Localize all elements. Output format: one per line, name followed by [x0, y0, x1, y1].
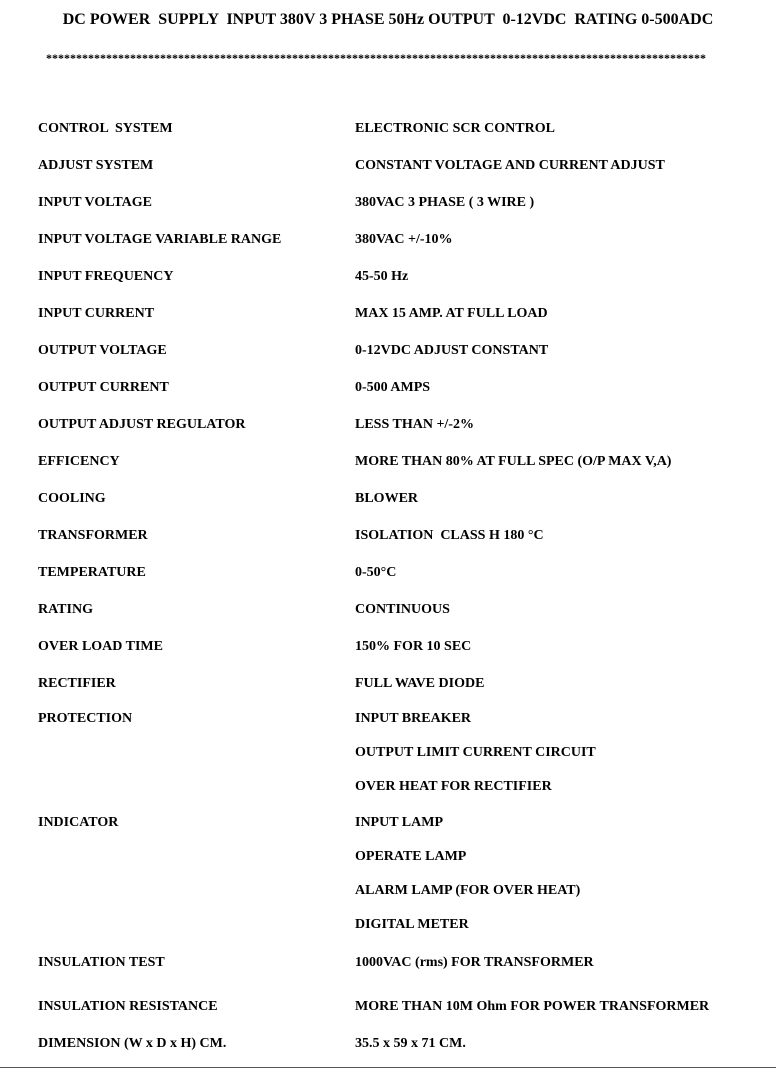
spec-value-indicator-4: DIGITAL METER [355, 917, 469, 932]
spec-label-dimension: DIMENSION (W x D x H) CM. [38, 1036, 227, 1051]
spec-label-control-system: CONTROL SYSTEM [38, 121, 173, 136]
spec-value-protection-1: INPUT BREAKER [355, 711, 472, 726]
spec-label-output-current: OUTPUT CURRENT [38, 380, 169, 395]
spec-label-output-voltage: OUTPUT VOLTAGE [38, 343, 167, 358]
bottom-divider [0, 1067, 776, 1068]
spec-value-dimension: 35.5 x 59 x 71 CM. [355, 1036, 466, 1051]
spec-value-input-current: MAX 15 AMP. AT FULL LOAD [355, 306, 548, 321]
spec-label-rectifier: RECTIFIER [38, 676, 116, 691]
spec-value-output-current: 0-500 AMPS [355, 380, 431, 395]
spec-label-output-adjust-regulator: OUTPUT ADJUST REGULATOR [38, 417, 246, 432]
spec-value-input-voltage: 380VAC 3 PHASE ( 3 WIRE ) [355, 195, 535, 210]
spec-value-over-load-time: 150% FOR 10 SEC [355, 639, 472, 654]
spec-value-protection-2: OUTPUT LIMIT CURRENT CIRCUIT [355, 745, 596, 760]
spec-value-transformer: ISOLATION CLASS H 180 °C [355, 528, 544, 543]
spec-label-input-current: INPUT CURRENT [38, 306, 155, 321]
asterisk-separator: ************************************************************************************************************** [46, 51, 706, 65]
spec-label-temperature: TEMPERATURE [38, 565, 146, 580]
spec-label-input-frequency: INPUT FREQUENCY [38, 269, 174, 284]
spec-value-indicator-1: INPUT LAMP [355, 815, 444, 830]
spec-value-output-voltage: 0-12VDC ADJUST CONSTANT [355, 343, 549, 358]
spec-value-input-frequency: 45-50 Hz [355, 269, 409, 284]
spec-value-indicator-3: ALARM LAMP (FOR OVER HEAT) [355, 883, 581, 898]
spec-label-rating: RATING [38, 602, 93, 617]
spec-value-efficiency: MORE THAN 80% AT FULL SPEC (O/P MAX V,A) [355, 454, 672, 469]
spec-label-indicator: INDICATOR [38, 815, 119, 830]
spec-value-control-system: ELECTRONIC SCR CONTROL [355, 121, 555, 136]
spec-value-cooling: BLOWER [355, 491, 419, 506]
spec-label-protection: PROTECTION [38, 711, 133, 726]
spec-value-adjust-system: CONSTANT VOLTAGE AND CURRENT ADJUST [355, 158, 665, 173]
spec-value-rectifier: FULL WAVE DIODE [355, 676, 485, 691]
spec-value-output-adjust-regulator: LESS THAN +/-2% [355, 417, 474, 432]
document-title: DC POWER SUPPLY INPUT 380V 3 PHASE 50Hz OUTPUT 0-12VDC RATING 0-500ADC [62, 11, 714, 28]
spec-value-rating: CONTINUOUS [355, 602, 450, 617]
spec-label-input-voltage-range: INPUT VOLTAGE VARIABLE RANGE [38, 232, 282, 247]
spec-label-over-load-time: OVER LOAD TIME [38, 639, 163, 654]
spec-value-insulation-resistance: MORE THAN 10M Ohm FOR POWER TRANSFORMER [355, 999, 710, 1014]
spec-label-efficiency: EFFICENCY [38, 454, 120, 469]
spec-value-input-voltage-range: 380VAC +/-10% [355, 232, 453, 247]
spec-value-indicator-2: OPERATE LAMP [355, 849, 467, 864]
spec-label-cooling: COOLING [38, 491, 106, 506]
spec-value-protection-3: OVER HEAT FOR RECTIFIER [355, 779, 552, 794]
spec-label-insulation-test: INSULATION TEST [38, 955, 165, 970]
spec-value-insulation-test: 1000VAC (rms) FOR TRANSFORMER [355, 955, 594, 970]
spec-value-temperature: 0-50°C [355, 565, 397, 580]
spec-label-input-voltage: INPUT VOLTAGE [38, 195, 152, 210]
spec-label-insulation-resistance: INSULATION RESISTANCE [38, 999, 218, 1014]
spec-label-transformer: TRANSFORMER [38, 528, 148, 543]
spec-label-adjust-system: ADJUST SYSTEM [38, 158, 154, 173]
